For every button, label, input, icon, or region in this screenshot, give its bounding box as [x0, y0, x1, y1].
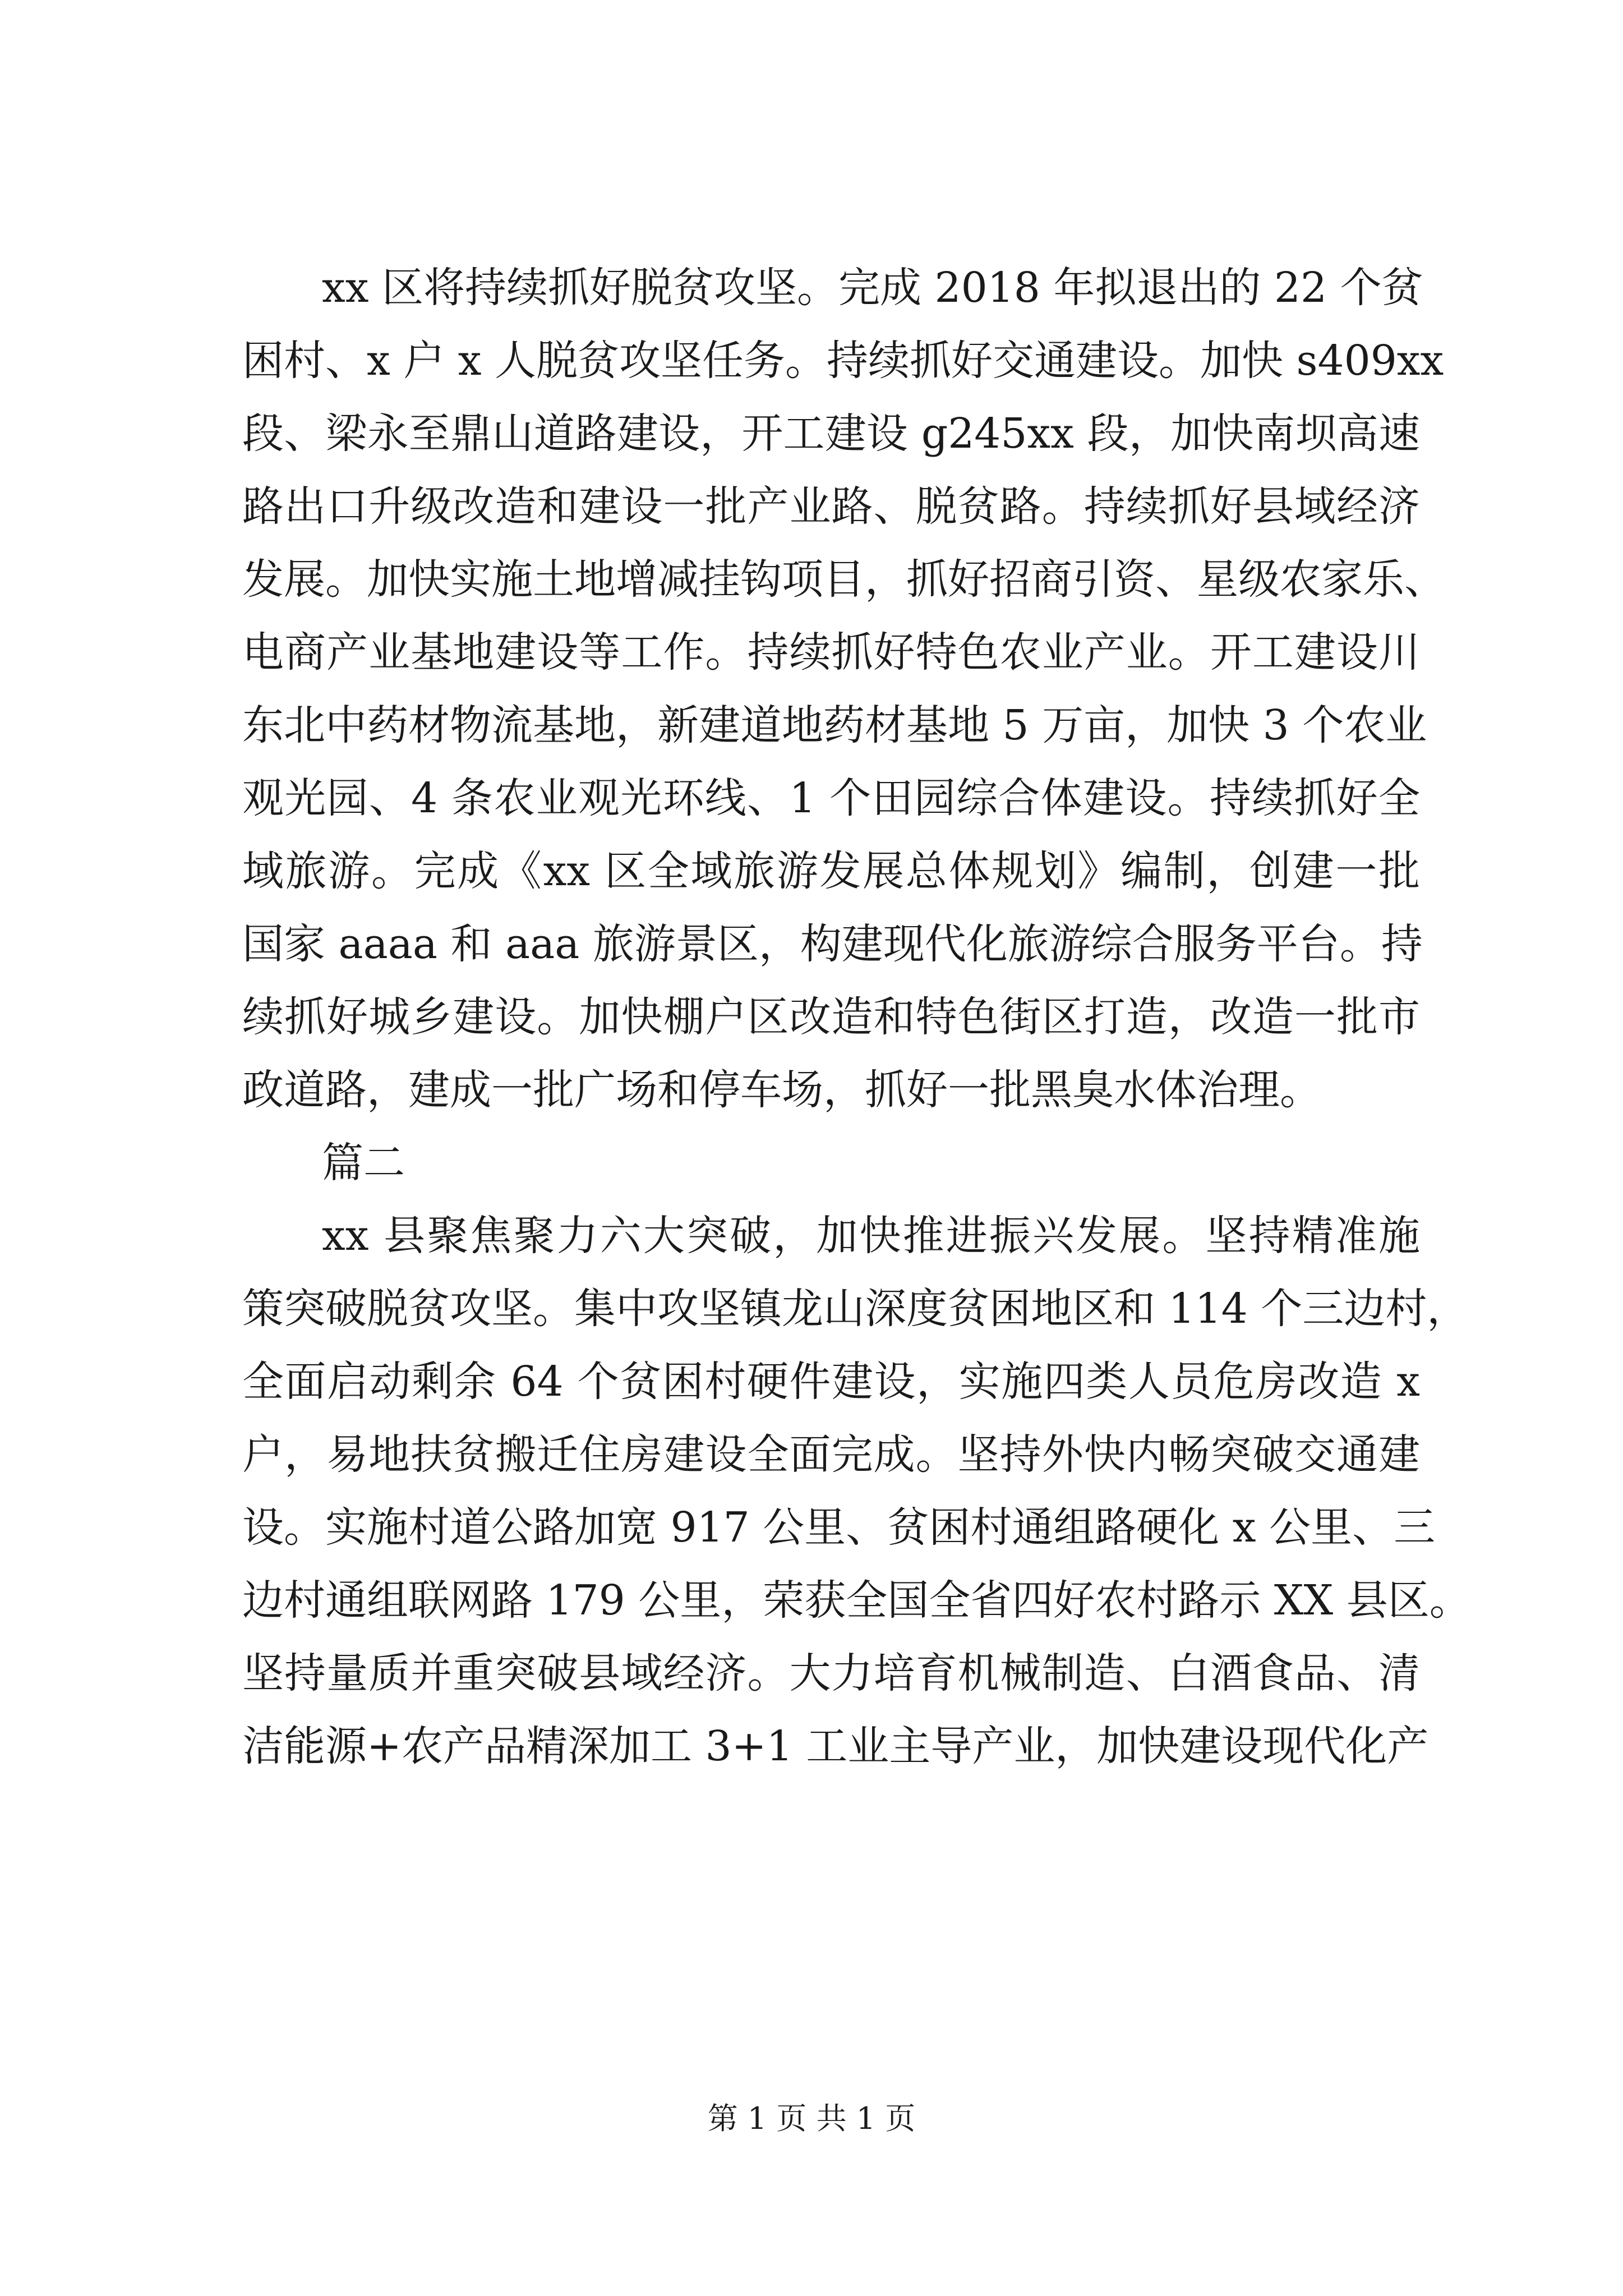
paragraph-1-line-10: 国家 aaaa 和 aaa 旅游景区，构建现代化旅游综合服务平台。持 [242, 920, 1423, 968]
paragraph-2-line-4: 户，易地扶贫搬迁住房建设全面完成。坚持外快内畅突破交通建 [242, 1430, 1420, 1479]
paragraph-1-line-2: 困村、x 户 x 人脱贫攻坚任务。持续抓好交通建设。加快 s409xx [242, 337, 1444, 385]
paragraph-1-line-5: 发展。加快实施土地增减挂钩项目，抓好招商引资、星级农家乐、 [242, 555, 1446, 604]
paragraph-2-line-5: 设。实施村道公路加宽 917 公里、贫困村通组路硬化 x 公里、三 [242, 1503, 1436, 1552]
paragraph-1-line-9: 域旅游。完成《xx 区全域旅游发展总体规划》编制，创建一批 [242, 847, 1420, 895]
paragraph-1-line-7: 东北中药材物流基地，新建道地药材基地 5 万亩，加快 3 个农业 [242, 701, 1427, 749]
paragraph-1-line-12: 政道路，建成一批广场和停车场，抓好一批黑臭水体治理。 [242, 1066, 1321, 1114]
section-heading: 篇二 [322, 1139, 405, 1187]
paragraph-2-line-6: 边村通组联网路 179 公里，荣获全国全省四好农村路示 XX 县区。 [242, 1576, 1471, 1625]
paragraph-1-line-8: 观光园、4 条农业观光环线、1 个田园综合体建设。持续抓好全 [242, 774, 1420, 822]
paragraph-2-line-1: xx 县聚焦聚力六大突破，加快推进振兴发展。坚持精准施 [322, 1212, 1420, 1260]
paragraph-2-line-2: 策突破脱贫攻坚。集中攻坚镇龙山深度贫困地区和 114 个三边村， [242, 1285, 1469, 1333]
paragraph-1-line-3: 段、梁永至鼎山道路建设，开工建设 g245xx 段，加快南坝高速 [242, 409, 1420, 458]
paragraph-2-line-8: 洁能源+农产品精深加工 3+1 工业主导产业，加快建设现代化产 [242, 1722, 1429, 1770]
paragraph-1-line-6: 电商产业基地建设等工作。持续抓好特色农业产业。开工建设川 [242, 628, 1420, 677]
paragraph-2-line-7: 坚持量质并重突破县域经济。大力培育机械制造、白酒食品、清 [242, 1649, 1420, 1697]
paragraph-1-line-4: 路出口升级改造和建设一批产业路、脱贫路。持续抓好县域经济 [242, 482, 1420, 531]
page-footer: 第 1 页 共 1 页 [707, 2101, 916, 2136]
paragraph-2-line-3: 全面启动剩余 64 个贫困村硬件建设，实施四类人员危房改造 x [242, 1358, 1420, 1406]
paragraph-1-line-1: xx 区将持续抓好脱贫攻坚。完成 2018 年拟退出的 22 个贫 [322, 264, 1423, 312]
paragraph-1-line-11: 续抓好城乡建设。加快棚户区改造和特色街区打造，改造一批市 [242, 993, 1420, 1041]
